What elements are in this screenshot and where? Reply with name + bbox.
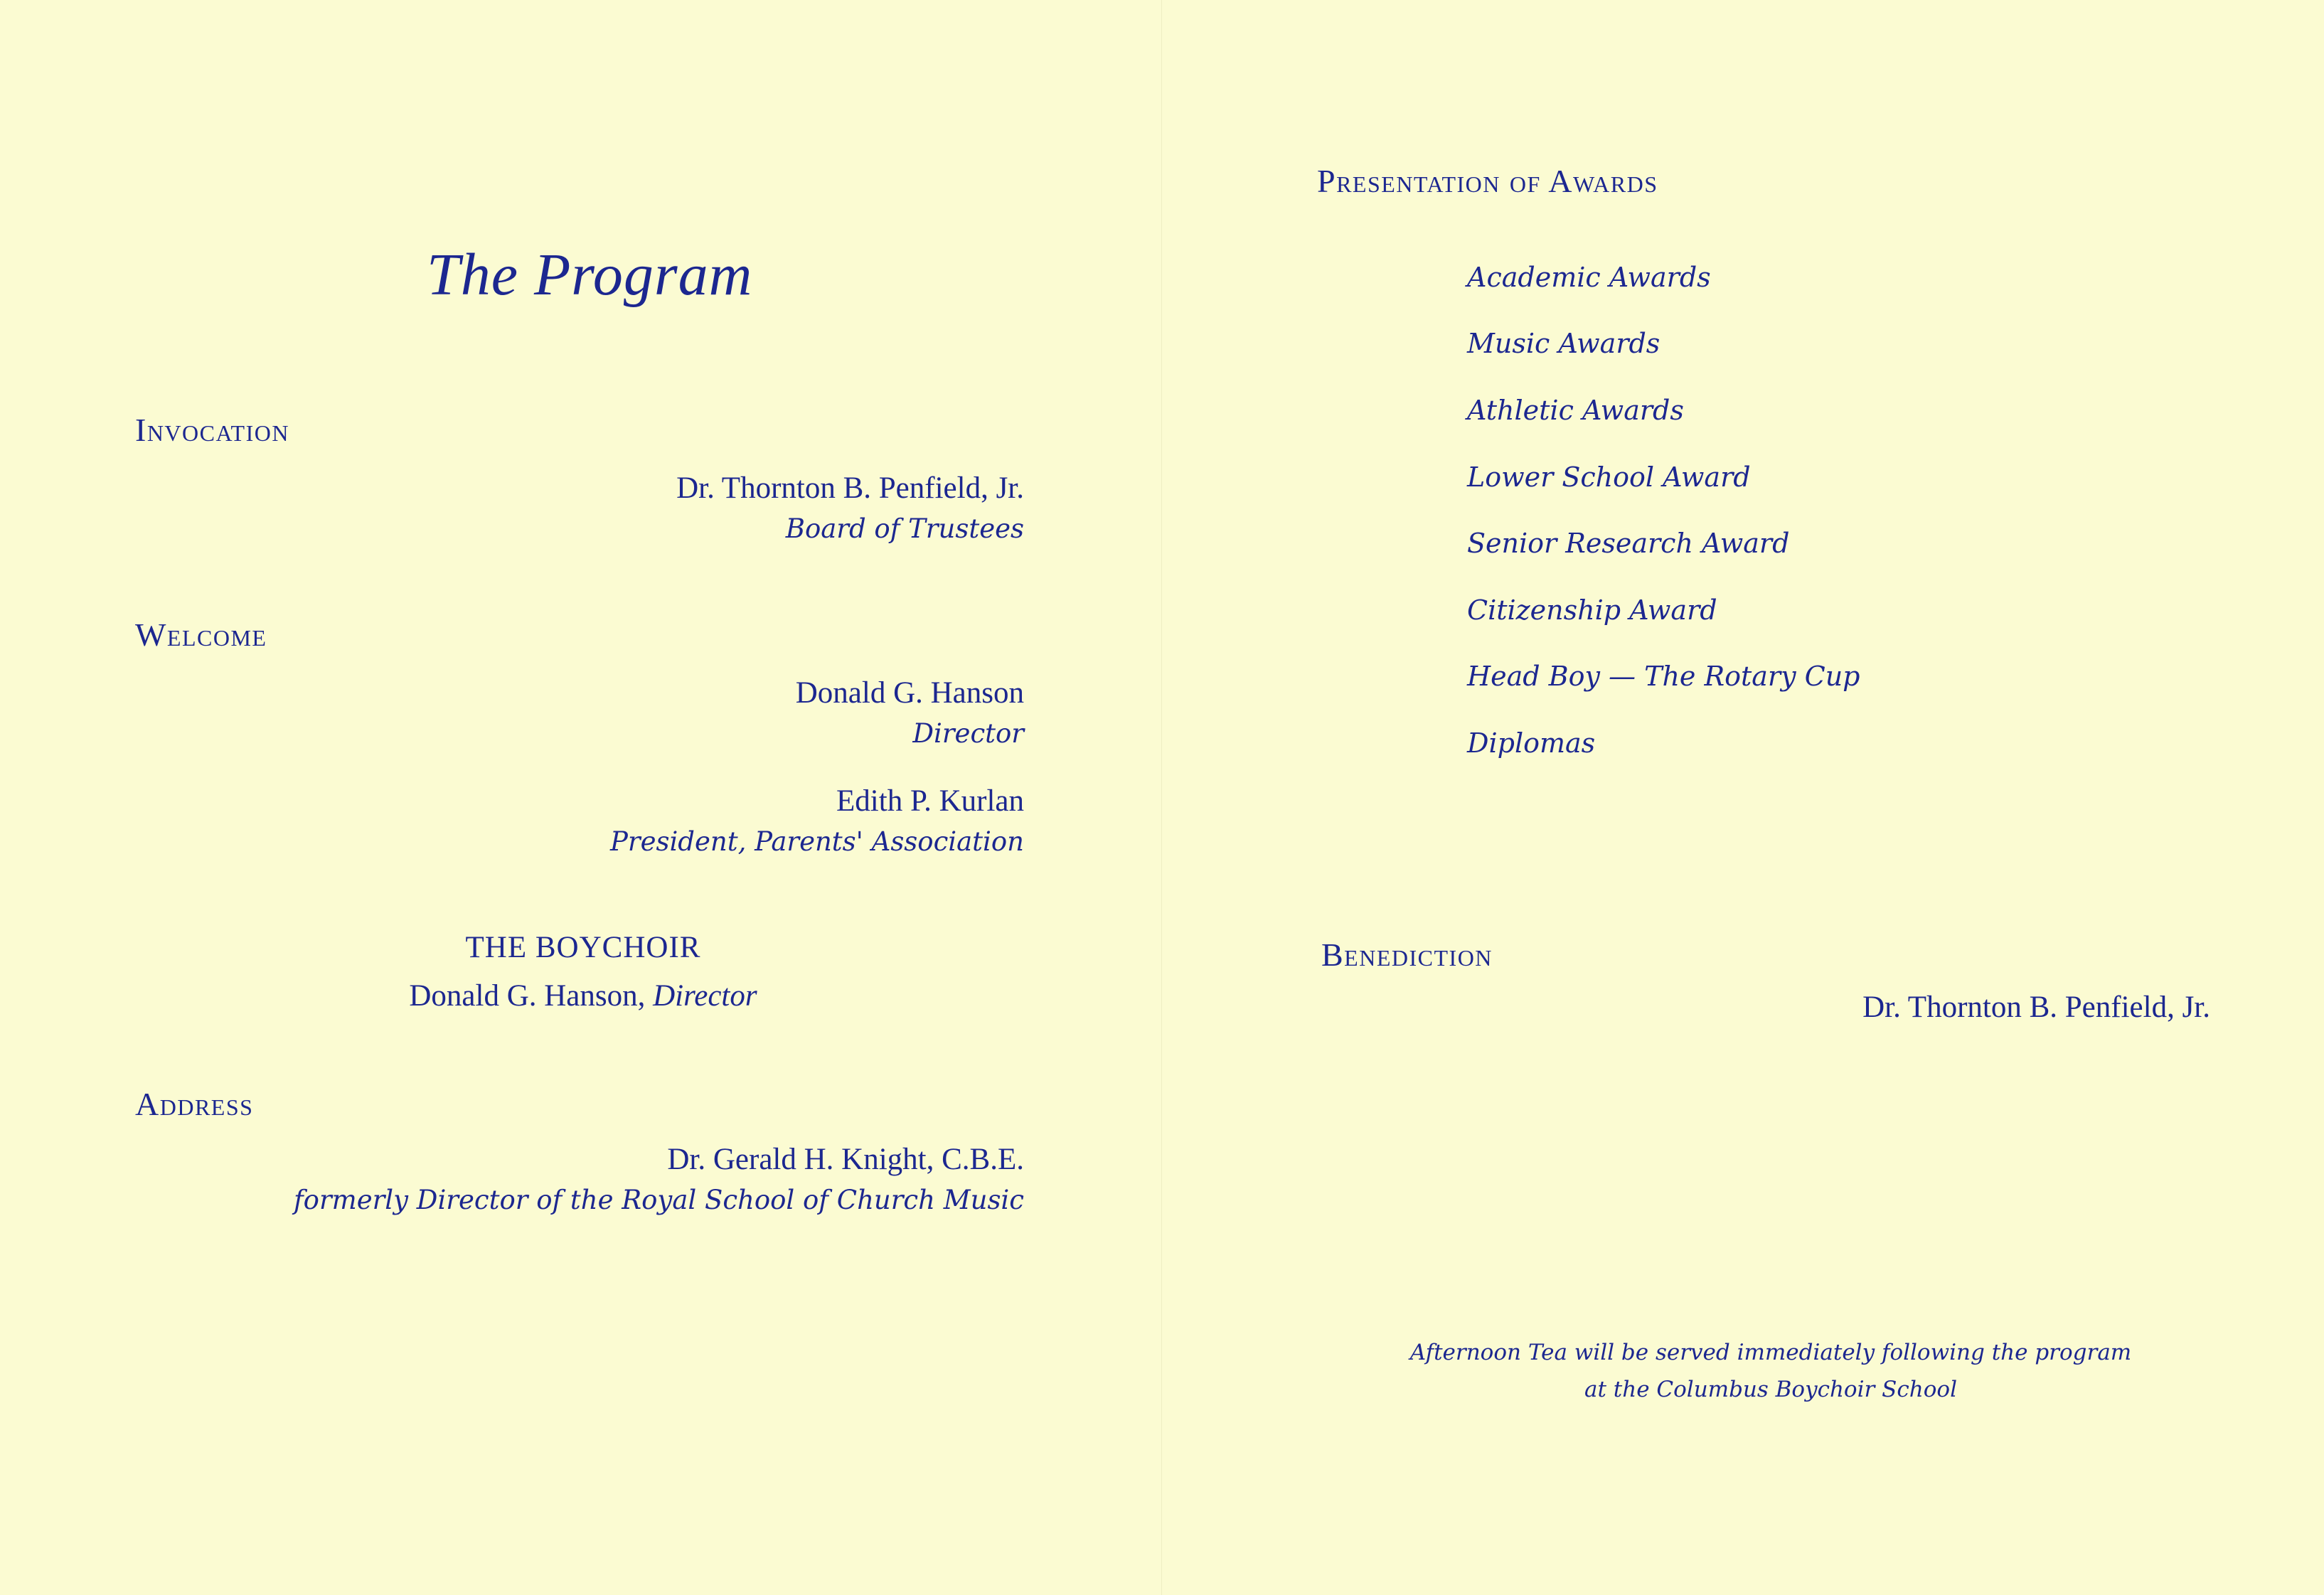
- address-speaker-name: Dr. Gerald H. Knight, C.B.E.: [667, 1143, 1024, 1176]
- tea-note-line1: Afternoon Tea will be served immediately following the program: [1409, 1340, 2132, 1365]
- program-title: The Program: [427, 242, 753, 308]
- boychoir-director-name: Donald G. Hanson,: [409, 979, 646, 1013]
- welcome-speaker-role: President, Parents' Association: [610, 826, 1024, 857]
- address-speaker-role: formerly Director of the Royal School of Church Music: [293, 1185, 1024, 1215]
- award-item: Head Boy — The Rotary Cup: [1467, 661, 1860, 692]
- invocation-speaker-role: Board of Trustees: [785, 513, 1024, 544]
- award-item: Academic Awards: [1467, 262, 1711, 293]
- award-item: Athletic Awards: [1467, 395, 1684, 426]
- boychoir-director-role: Director: [653, 979, 757, 1013]
- awards-heading: Presentation of Awards: [1317, 163, 1658, 199]
- award-item: Music Awards: [1467, 328, 1661, 359]
- award-item: Citizenship Award: [1467, 594, 1717, 626]
- benediction-heading: Benediction: [1321, 937, 1493, 973]
- boychoir-director: [341, 978, 825, 1013]
- welcome-speaker-name: Edith P. Kurlan: [836, 784, 1024, 818]
- boychoir-title: THE BOYCHOIR: [465, 931, 701, 964]
- welcome-speaker-name: Donald G. Hanson: [795, 676, 1024, 710]
- welcome-heading: Welcome: [135, 617, 267, 653]
- tea-note-line2: at the Columbus Boychoir School: [1584, 1377, 1957, 1402]
- benediction-speaker-name: Dr. Thornton B. Penfield, Jr.: [1862, 991, 2210, 1024]
- invocation-speaker-name: Dr. Thornton B. Penfield, Jr.: [676, 471, 1024, 505]
- award-item: Senior Research Award: [1467, 528, 1790, 559]
- address-heading: Address: [135, 1086, 254, 1122]
- award-item: Lower School Award: [1467, 462, 1751, 493]
- welcome-speaker-role: Director: [912, 718, 1024, 749]
- award-item: Diplomas: [1467, 727, 1596, 759]
- invocation-heading: Invocation: [135, 412, 289, 448]
- center-fold: [1161, 0, 1162, 1595]
